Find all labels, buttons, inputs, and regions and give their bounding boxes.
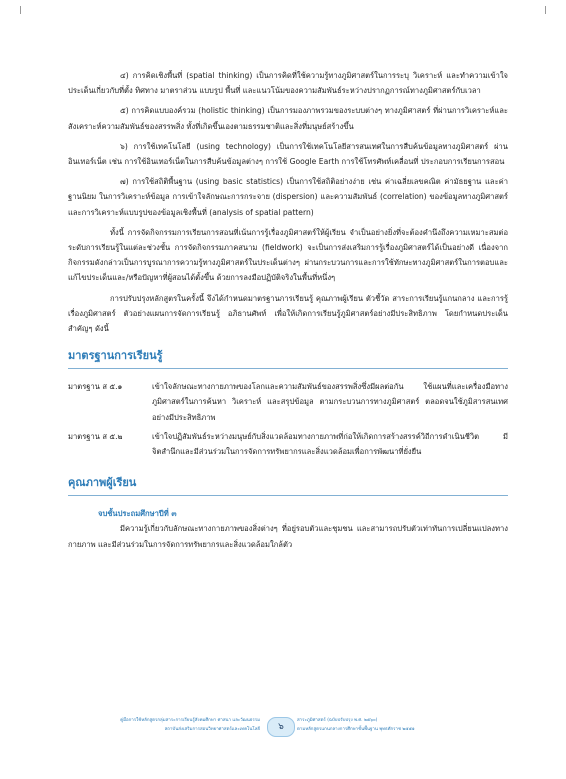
- footer-left-line2: สถาบันส่งเสริมการสอนวิทยาศาสตร์และเทคโนโลยี: [164, 727, 260, 732]
- footer-right-line2: ตามหลักสูตรแกนกลางการศึกษาขั้นพื้นฐาน พุทธศักราช ๒๕๕๑: [297, 727, 415, 732]
- page-footer: [0, 712, 566, 752]
- footer-left: [60, 716, 260, 734]
- paragraph-basic-statistics: ๗) การใช้สถิติพื้นฐาน (using basic statistics) เป็นการใช้สถิติอย่างง่าย เช่น ค่าเฉลี่ยเลขคณิต ค่ามัธยฐาน และค่าฐานนิยม ในการวิเคราะห์ข้อมูล การเข้าใจลักษณะการกระจาย (dispersion) และความสัมพันธ์ (correlation) ของข้อมูลทางภูมิศาสตร์ และการวิเคราะห์แบบรูปของข้อมูลเชิงพื้นที่ (analysis of spatial pattern): [68, 177, 508, 217]
- standard-item: [68, 379, 508, 425]
- page-number: ๖: [267, 717, 295, 737]
- divider: [68, 368, 508, 369]
- standard-text: เข้าใจลักษณะทางกายภาพของโลกและความสัมพันธ์ของสรรพสิ่งซึ่งมีผลต่อกัน ใช้แผนที่และเครื่องมือทางภูมิศาสตร์ในการค้นหา วิเคราะห์ และสรุปข้อมูล ตามกระบวนการทางภูมิศาสตร์ ตลอดจนใช้ภูมิสารสนเทศอย่างมีประสิทธิภาพ: [152, 382, 508, 422]
- divider: [68, 495, 508, 496]
- document-body: [68, 68, 508, 557]
- paragraph-learner-quality: มีความรู้เกี่ยวกับลักษณะทางกายภาพของสิ่งต่างๆ ที่อยู่รอบตัวและชุมชน และสามารถปรับตัวเท่าทันการเปลี่ยนแปลงทางกายภาพ และมีส่วนร่วมในการจัดการทรัพยากรและสิ่งแวดล้อมใกล้ตัว: [68, 524, 508, 549]
- paragraph-holistic-thinking: ๕) การคิดแบบองค์รวม (holistic thinking) เป็นการมองภาพรวมของระบบต่างๆ ทางภูมิศาสตร์ ที่ผ่านการวิเคราะห์และสังเคราะห์ความสัมพันธ์ของสรรพสิ่ง ทั้งที่เกิดขึ้นเองตามธรรมชาติและสิ่งที่มนุษย์สร้างขึ้น: [68, 106, 508, 131]
- standard-item: [68, 429, 508, 459]
- paragraph-using-technology: ๖) การใช้เทคโนโลยี (using technology) เป็นการใช้เทคโนโลยีสารสนเทศในการสืบค้นข้อมูลทางภูมิศาสตร์ ผ่านอินเทอร์เน็ต เช่น การใช้อินเทอร์เน็ตในการสืบค้นข้อมูลต่างๆ การใช้ Google Earth การใช้โทรศัพท์เคลื่อนที่ ประกอบการเรียนการสอน: [68, 141, 508, 167]
- heading-learning-standards: มาตรฐานการเรียนรู้: [68, 349, 163, 363]
- footer-right: [297, 716, 517, 734]
- paragraph-spatial-thinking: ๔) การคิดเชิงพื้นที่ (spatial thinking) เป็นการคิดที่ใช้ความรู้ทางภูมิศาสตร์ในการระบุ วิเคราะห์ และทำความเข้าใจประเด็นเกี่ยวกับที่ตั้ง ทิศทาง มาตราส่วน แบบรูป พื้นที่ และแนวโน้มของความสัมพันธ์ระหว่างปรากฏการณ์ทางภูมิศาสตร์กับเวลา: [68, 71, 508, 96]
- standard-text: เข้าใจปฏิสัมพันธ์ระหว่างมนุษย์กับสิ่งแวดล้อมทางกายภาพที่ก่อให้เกิดการสร้างสรรค์วิถีการดำเนินชีวิต มีจิตสำนึกและมีส่วนร่วมในการจัดการทรัพยากรและสิ่งแวดล้อมเพื่อการพัฒนาที่ยั่งยืน: [152, 431, 508, 457]
- standard-code: มาตรฐาน ส ๕.๑: [68, 382, 123, 392]
- standard-code: มาตรฐาน ส ๕.๒: [68, 431, 123, 441]
- crop-mark-right: [545, 6, 546, 14]
- paragraph-fieldwork: ทั้งนี้ การจัดกิจกรรมการเรียนการสอนที่เน้นการรู้เรื่องภูมิศาสตร์ให้ผู้เรียน จำเป็นอย่างยิ่งที่จะต้องคำนึงถึงความเหมาะสมต่อระดับการเรียนรู้ในแต่ละช่วงชั้น การจัดกิจกรรมภาคสนาม (fieldwork) จะเป็นการส่งเสริมการรู้เรื่องภูมิศาสตร์ได้เป็นอย่างดี เนื่องจากกิจกรรมดังกล่าวเป็นการบูรณาการความรู้ทางภูมิศาสตร์ในประเด็นต่างๆ ผ่านกระบวนการและการใช้ทักษะทางภูมิศาสตร์ในการตอบและแก้ไขประเด็นและ/หรือปัญหาที่ผู้สอนได้ตั้งขึ้น ด้วยการลงมือปฏิบัติจริงในพื้นที่หนึ่งๆ: [68, 227, 508, 283]
- crop-mark-left: [20, 6, 21, 14]
- footer-left-line1: คู่มือการใช้หลักสูตรกลุ่มสาระการเรียนรู้สังคมศึกษา ศาสนา และวัฒนธรรม: [120, 718, 260, 723]
- subheading-grade-level: จบชั้นประถมศึกษาปีที่ ๓: [98, 509, 177, 519]
- paragraph-curriculum-update: การปรับปรุงหลักสูตรในครั้งนี้ จึงได้กำหนดมาตรฐานการเรียนรู้ คุณภาพผู้เรียน ตัวชี้วัด สาระการเรียนรู้แกนกลาง และการรู้เรื่องภูมิศาสตร์ ตัวอย่างแผนการจัดการเรียนรู้ อภิธานศัพท์ เพื่อให้เกิดการเรียนรู้ภูมิศาสตร์อย่างมีประสิทธิภาพ โดยกำหนดประเด็นสำคัญๆ ดังนี้: [68, 293, 508, 334]
- footer-right-line1: สาระภูมิศาสตร์ (ฉบับปรับปรุง พ.ศ. ๒๕๖๐): [297, 718, 378, 723]
- heading-learner-quality: คุณภาพผู้เรียน: [68, 476, 137, 490]
